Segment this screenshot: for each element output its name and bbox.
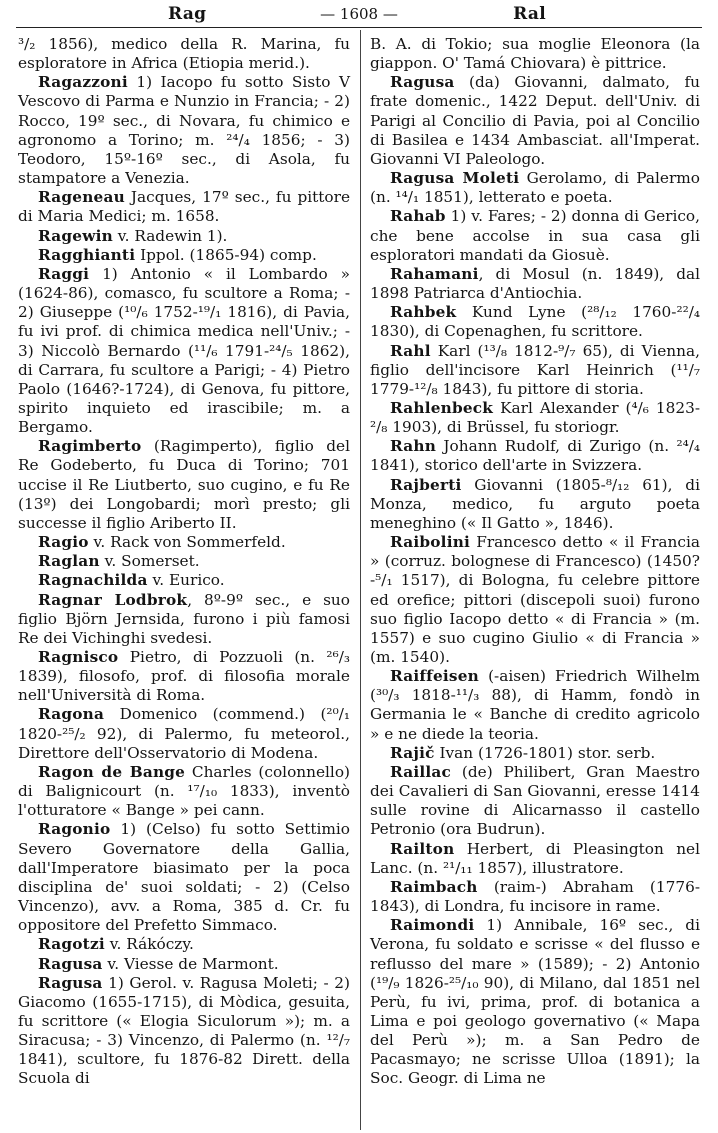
entry-text: , 8º-9º sec., e suo figlio Björn Jernsida, furono i più famosi Re dei Vichinghi svedesi. [18, 590, 350, 647]
entry-text: (da) Giovanni, dalmato, fu frate domenic., 1422 Deput. dell'Univ. di Parigi al Concilio di Pavia, poi al Concilio di Basilea e 1434 Ambasciat. all'Imperat. Giovanni VI Paleologo. [370, 73, 700, 168]
entry [18, 705, 350, 762]
entry [18, 648, 350, 705]
entry [18, 552, 350, 571]
entry [370, 840, 700, 878]
entry-term: Rajič [390, 743, 435, 762]
entry-term: Ragon de Bange [38, 762, 186, 781]
entry [370, 342, 700, 399]
entry-text: Gerolamo, di Palermo (n. ¹⁴/₁ 1851), letterato e poeta. [370, 169, 700, 207]
entry [18, 35, 350, 73]
entry [18, 227, 350, 246]
entry-text: Johann Rudolf, di Zurigo (n. ²⁴/₄ 1841), storico dell'arte in Svizzera. [370, 437, 700, 475]
entry-term: Raggi [38, 264, 90, 283]
entry [370, 35, 700, 73]
entry-term: Ragazzoni [38, 73, 128, 92]
column-divider [360, 30, 361, 1130]
entry [18, 437, 350, 533]
entry-text: Jacques, 17º sec., fu pittore di Maria Medici; m. 1658. [18, 188, 350, 226]
entry-term: Ragnar Lodbrok [38, 590, 188, 609]
entry-term: Rahlenbeck [390, 398, 494, 417]
right-column [370, 35, 700, 1089]
entry-text: Ivan (1726-1801) stor. serb. [434, 743, 656, 762]
entry [18, 974, 350, 1089]
header-right-guideword: Ral [513, 4, 546, 24]
entry-text: Giovanni (1805-⁸/₁₂ 61), di Monza, medico, fu arguto poeta meneghino (« Il Gatto », 1846). [370, 475, 700, 532]
entry-text: v. Rákóczy. [104, 935, 194, 954]
entry-term: Ragnisco [38, 648, 119, 666]
entry-text: v. Somerset. [99, 552, 200, 571]
entry-text: B. A. di Tokio; sua moglie Eleonora (la giappon. O' Tamá Chiovara) è pittrice. [370, 35, 700, 73]
entry-text: , di Mosul (n. 1849), dal 1898 Patriarca d'Antiochia. [370, 264, 700, 303]
entry-term: Rahbek [390, 303, 457, 322]
entry-term: Rahl [390, 341, 431, 360]
entry-text: Pietro, di Pozzuoli (n. ²⁶/₃ 1839), filosofo, prof. di filosofia morale nell'Università di Roma. [18, 648, 350, 705]
entry-term: Raiffeisen [390, 667, 479, 686]
entry-term: Raimbach [390, 877, 478, 896]
entry-term: Ragonio [38, 820, 111, 839]
entry [370, 399, 700, 437]
entry-term: Ragewin [38, 226, 113, 245]
entry [18, 763, 350, 820]
page-number: — 1608 — [320, 5, 398, 23]
header-left-guideword: Rag [168, 4, 207, 24]
entry-text: (Ragimperto), figlio del Re Godeberto, fu Duca di Torino; 701 uccise il Re Liutberto, suo cugino, e fu Re (13º) dei Longobardi; morì presto; gli successe il figlio Ariberto II. [18, 437, 350, 532]
entry [18, 188, 350, 226]
header-rule [16, 27, 702, 28]
entry-text: Kund Lyne (²⁸/₁₂ 1760-²²/₄ 1830), di Copenaghen, fu scrittore. [370, 303, 700, 341]
entry-term: Rahn [390, 437, 437, 456]
entry-term: Ragusa [38, 954, 103, 973]
entry-term: Raglan [38, 552, 100, 571]
entry [370, 744, 700, 763]
entry [18, 73, 350, 188]
entry-text: Karl Alexander (⁴/₆ 1823-²/₈ 1903), di Brüssel, fu storiogr. [370, 398, 700, 437]
entry [18, 955, 350, 974]
entry-term: Rageneau [38, 188, 125, 207]
entry [370, 667, 700, 744]
left-column [18, 35, 350, 1089]
entry-text: v. Viesse de Marmont. [102, 954, 279, 973]
entry [18, 533, 350, 552]
entry [18, 265, 350, 437]
entry-text: Karl (¹³/₈ 1812-⁹/₇ 65), di Vienna, figlio dell'incisore Karl Heinrich (¹¹/₇ 1779-¹²/₈ 1843), fu pittore di storia. [370, 341, 700, 398]
entry-text: v. Radewin 1). [112, 226, 228, 245]
entry-term: Raibolini [390, 533, 471, 552]
entry-text: (de) Philibert, Gran Maestro dei Cavalieri di San Giovanni, eresse 1414 sulle rovine di Alicarnasso il castello Petronio (ora Budrun). [370, 762, 700, 839]
entry-term: Ragotzi [38, 935, 105, 954]
entry [18, 935, 350, 954]
entry-text: 1) (Celso) fu sotto Settimio Severo Governatore della Gallia, dall'Imperatore biasimato per la poca disciplina de' suoi soldati; - 2) (Celso Vincenzo), avv. a Roma, 385 d. Cr. fu oppositore del Prefetto Simmaco. [18, 820, 350, 935]
entry-text: 1) Annibale, 16º sec., di Verona, fu soldato e scrisse « del flusso e reflusso del mare » (1589); - 2) Antonio (¹⁹/₉ 1826-²⁵/₁₀ 90), di Milano, dal 1851 nel Perù, fu ivi, prima, prof. di botanica a Lima e poi geologo governativo (« Mapa del Perù »); m. a San Pedro de Pacasmayo; ne scrisse Ulloa (1891); la Soc. Geogr. di Lima ne [370, 916, 700, 1088]
entry-text: Domenico (commend.) (²⁰/₁ 1820-²⁵/₂ 92), di Palermo, fu meteorol., Direttore dell'Osservatorio di Modena. [18, 705, 350, 762]
entry-text: 1) v. Fares; - 2) donna di Gerico, che bene accolse in sua casa gli esploratori mandati da Giosuè. [370, 207, 700, 264]
entry [370, 303, 700, 341]
entry-term: Raillac [390, 762, 452, 781]
entry-text: Ippol. (1865-94) comp. [135, 245, 317, 264]
entry-text: v. Rack von Sommerfeld. [88, 533, 286, 552]
entry-text: Herbert, di Pleasington nel Lanc. (n. ²¹/₁₁ 1857), illustratore. [370, 839, 700, 877]
entry-text: Francesco detto « il Francia » (corruz. bolognese di Francesco) (1450?-⁵/₁ 1517), di Bologna, fu celebre pittore ed orefice; pittori (discepoli suoi) furono suo figlio Iacopo detto « di Francia » (m. 1557) e suo cugino Giulio « di Francia » (m. 1540). [370, 533, 700, 666]
entry-term: Ragio [38, 533, 89, 552]
entry [18, 571, 350, 590]
entry-term: Rahab [390, 207, 446, 226]
entry-term: Ragona [38, 705, 105, 724]
entry [370, 265, 700, 303]
entry [370, 878, 700, 916]
entry-term: Rahamani [390, 264, 479, 283]
entry-text: Charles (colonnello) di Balignicourt (n. ¹⁷/₁₀ 1833), inventò l'otturatore « Bange » pei cann. [18, 762, 350, 820]
entry [370, 533, 700, 667]
entry-term: Ragnachilda [38, 571, 148, 590]
entry [370, 437, 700, 475]
entry-text: (-aisen) Friedrich Wilhelm (³⁰/₃ 1818-¹¹/₃ 88), di Hamm, fondò in Germania le « Banche di credito agricolo » e ne diede la teoria. [370, 667, 700, 743]
entry-text: 1) Gerol. v. Ragusa Moleti; - 2) Giacomo (1655-1715), di Mòdica, gesuita, fu scrittore (« Elogia Siculorum »); m. a Siracusa; - 3) Vincenzo, di Palermo (n. ¹²/₇ 1841), scultore, fu 1876-82 Dirett. della Scuola di [18, 973, 350, 1088]
entry-text: 1) Iacopo fu sotto Sisto V Vescovo di Parma e Nunzio in Francia; - 2) Rocco, 19º sec., di Novara, fu chimico e agronomo a Torino; m. ²⁴/₄ 1856; - 3) Teodoro, 15º-16º sec., di Asola, fu stampatore a Venezia. [18, 73, 350, 188]
entry [370, 763, 700, 840]
entry-text: 1) Antonio « il Lombardo » (1624-86), comasco, fu scultore a Roma; - 2) Giuseppe (¹⁰/₆ 1752-¹⁹/₁ 1816), di Pavia, fu ivi prof. di chimica medica nell'Univ.; - 3) Niccolò Bernardo (¹¹/₆ 1791-²⁴/₅ 1862), di Carrara, fu scultore a Parigi; - 4) Pietro Paolo (1646?-1724), di Genova, fu pittore, spirito inquieto ed irascibile; m. a Bergamo. [18, 264, 350, 437]
entry-text: (raim-) Abraham (1776-1843), di Londra, fu incisore in rame. [370, 877, 700, 916]
entry-term: Ragimberto [38, 437, 142, 456]
entry [18, 820, 350, 935]
entry [18, 246, 350, 265]
entry-term: Ragusa Moleti [390, 169, 520, 188]
entry-text: v. Eurico. [147, 571, 225, 590]
entry-text: ³/₂ 1856), medico della R. Marina, fu esploratore in Africa (Etiopia merid.). [18, 35, 350, 73]
entry [18, 591, 350, 648]
entry-term: Rajberti [390, 475, 462, 494]
entry-term: Railton [390, 839, 455, 858]
entry-term: Raimondi [390, 916, 475, 935]
page-header [18, 2, 700, 26]
entry [370, 73, 700, 169]
entry [370, 916, 700, 1088]
entry-term: Ragghianti [38, 245, 136, 264]
entry-term: Ragusa [38, 973, 103, 992]
entry [370, 169, 700, 207]
entry [370, 207, 700, 264]
entry [370, 476, 700, 533]
entry-term: Ragusa [390, 73, 455, 92]
